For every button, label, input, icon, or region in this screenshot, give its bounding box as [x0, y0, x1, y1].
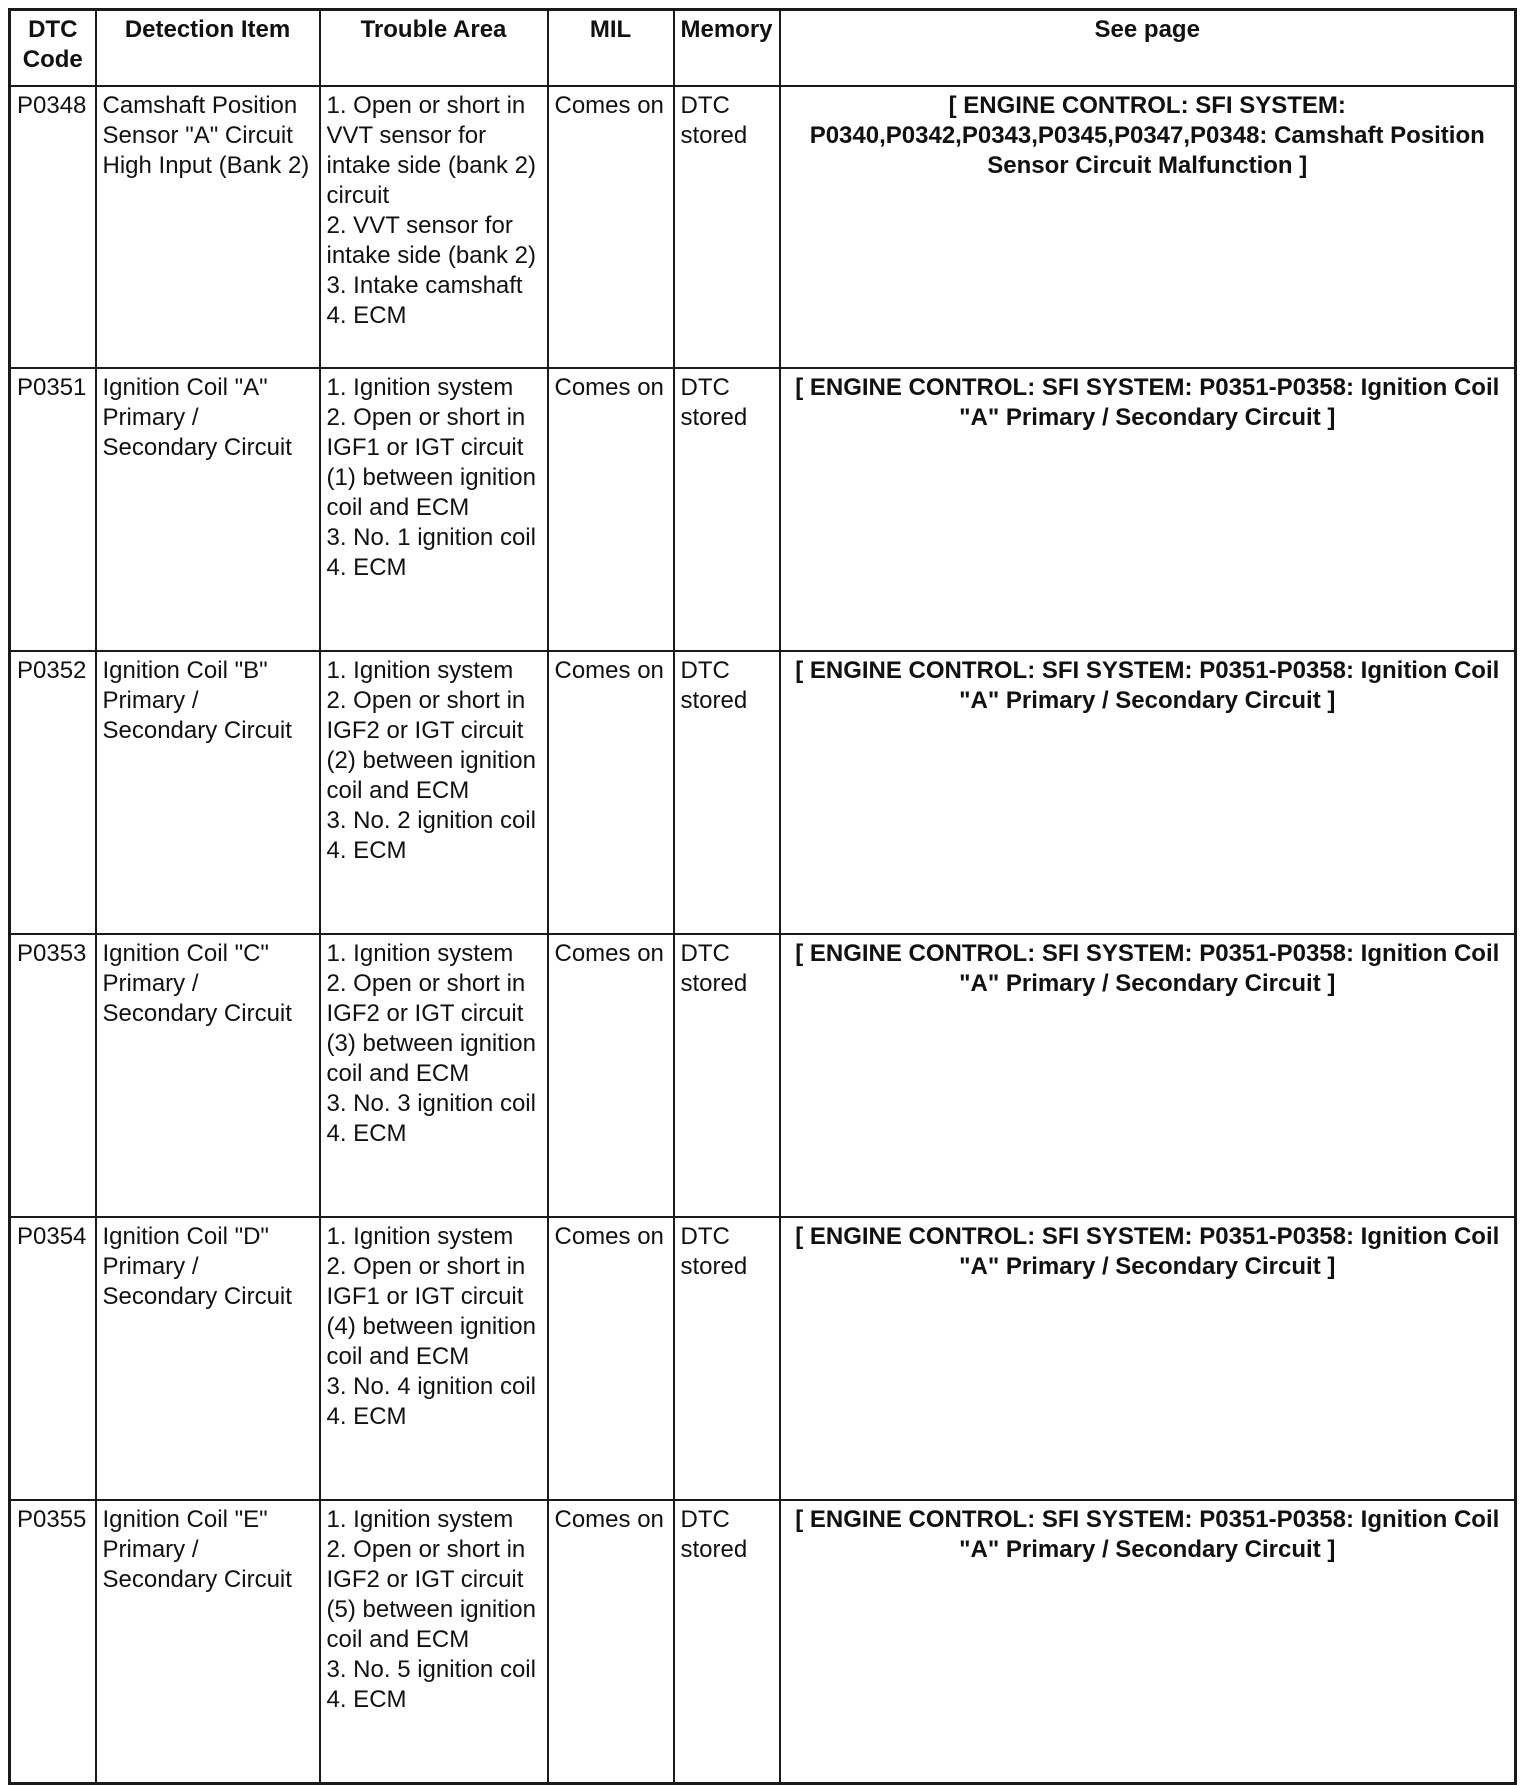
- dtc-table: [8, 8, 1517, 1785]
- header-mil: MIL: [548, 10, 674, 87]
- header-see-page: See page: [780, 10, 1516, 87]
- trouble-area-line: 4. ECM: [326, 1686, 407, 1713]
- see-page-link[interactable]: [ ENGINE CONTROL: SFI SYSTEM: P0340,P0342,P0343,P0345,P0347,P0348: Camshaft Position Sensor Circuit Malfunction ]: [780, 86, 1516, 368]
- see-page-link[interactable]: [ ENGINE CONTROL: SFI SYSTEM: P0351-P0358: Ignition Coil "A" Primary / Secondary Circuit ]: [780, 368, 1516, 651]
- trouble-area-line: 1. Ignition system: [326, 657, 514, 684]
- trouble-area-cell: [320, 86, 548, 368]
- memory-cell: DTC stored: [674, 368, 780, 651]
- mil-cell: Comes on: [548, 368, 674, 651]
- table-row: [10, 1500, 1516, 1783]
- trouble-area-cell: [320, 651, 548, 934]
- dtc-code-cell: P0355: [10, 1500, 96, 1783]
- trouble-area-cell: [320, 1217, 548, 1500]
- memory-cell: DTC stored: [674, 1500, 780, 1783]
- trouble-area-line: 2. VVT sensor for intake side (bank 2): [326, 212, 536, 269]
- see-page-link[interactable]: [ ENGINE CONTROL: SFI SYSTEM: P0351-P0358: Ignition Coil "A" Primary / Secondary Circuit ]: [780, 1217, 1516, 1500]
- trouble-area-line: 3. No. 1 ignition coil: [326, 524, 536, 551]
- dtc-code-cell: P0348: [10, 86, 96, 368]
- trouble-area-line: 4. ECM: [326, 302, 407, 329]
- dtc-code-cell: P0351: [10, 368, 96, 651]
- mil-cell: Comes on: [548, 651, 674, 934]
- table-row: [10, 1217, 1516, 1500]
- mil-cell: Comes on: [548, 86, 674, 368]
- dtc-code-cell: P0352: [10, 651, 96, 934]
- memory-cell: DTC stored: [674, 651, 780, 934]
- trouble-area-line: 3. No. 2 ignition coil: [326, 807, 536, 834]
- dtc-code-cell: P0354: [10, 1217, 96, 1500]
- trouble-area-line: 1. Ignition system: [326, 374, 514, 401]
- trouble-area-line: 3. No. 5 ignition coil: [326, 1656, 536, 1683]
- detection-item-cell: Ignition Coil "E" Primary / Secondary Circuit: [96, 1500, 320, 1783]
- trouble-area-line: 4. ECM: [326, 1403, 407, 1430]
- trouble-area-cell: [320, 1500, 548, 1783]
- trouble-area-line: 2. Open or short in IGF2 or IGT circuit (2) between ignition coil and ECM: [326, 687, 536, 804]
- trouble-area-line: 2. Open or short in IGF2 or IGT circuit (3) between ignition coil and ECM: [326, 970, 536, 1087]
- trouble-area-line: 1. Ignition system: [326, 940, 514, 967]
- memory-cell: DTC stored: [674, 1217, 780, 1500]
- detection-item-cell: Camshaft Position Sensor "A" Circuit High Input (Bank 2): [96, 86, 320, 368]
- table-row: [10, 651, 1516, 934]
- trouble-area-line: 3. No. 3 ignition coil: [326, 1090, 536, 1117]
- detection-item-cell: Ignition Coil "B" Primary / Secondary Circuit: [96, 651, 320, 934]
- trouble-area-line: 3. No. 4 ignition coil: [326, 1373, 536, 1400]
- trouble-area-cell: [320, 368, 548, 651]
- mil-cell: Comes on: [548, 1217, 674, 1500]
- header-memory: Memory: [674, 10, 780, 87]
- mil-cell: Comes on: [548, 934, 674, 1217]
- memory-cell: DTC stored: [674, 934, 780, 1217]
- detection-item-cell: Ignition Coil "D" Primary / Secondary Circuit: [96, 1217, 320, 1500]
- mil-cell: Comes on: [548, 1500, 674, 1783]
- dtc-code-cell: P0353: [10, 934, 96, 1217]
- trouble-area-line: 1. Ignition system: [326, 1506, 514, 1533]
- trouble-area-line: 4. ECM: [326, 837, 407, 864]
- see-page-link[interactable]: [ ENGINE CONTROL: SFI SYSTEM: P0351-P0358: Ignition Coil "A" Primary / Secondary Circuit ]: [780, 934, 1516, 1217]
- trouble-area-line: 2. Open or short in IGF2 or IGT circuit (5) between ignition coil and ECM: [326, 1536, 536, 1653]
- detection-item-cell: Ignition Coil "C" Primary / Secondary Circuit: [96, 934, 320, 1217]
- trouble-area-line: 1. Open or short in VVT sensor for intake side (bank 2) circuit: [326, 92, 536, 209]
- see-page-link[interactable]: [ ENGINE CONTROL: SFI SYSTEM: P0351-P0358: Ignition Coil "A" Primary / Secondary Circuit ]: [780, 651, 1516, 934]
- trouble-area-line: 4. ECM: [326, 1120, 407, 1147]
- header-detection-item: Detection Item: [96, 10, 320, 87]
- table-row: [10, 934, 1516, 1217]
- table-row: [10, 86, 1516, 368]
- trouble-area-line: 3. Intake camshaft: [326, 272, 523, 299]
- header-trouble-area: Trouble Area: [320, 10, 548, 87]
- header-dtc-code: DTC Code: [10, 10, 96, 87]
- trouble-area-cell: [320, 934, 548, 1217]
- trouble-area-line: 1. Ignition system: [326, 1223, 514, 1250]
- trouble-area-line: 2. Open or short in IGF1 or IGT circuit (1) between ignition coil and ECM: [326, 404, 536, 521]
- see-page-link[interactable]: [ ENGINE CONTROL: SFI SYSTEM: P0351-P0358: Ignition Coil "A" Primary / Secondary Circuit ]: [780, 1500, 1516, 1783]
- memory-cell: DTC stored: [674, 86, 780, 368]
- trouble-area-line: 4. ECM: [326, 554, 407, 581]
- table-row: [10, 368, 1516, 651]
- table-header-row: [10, 10, 1516, 87]
- detection-item-cell: Ignition Coil "A" Primary / Secondary Circuit: [96, 368, 320, 651]
- trouble-area-line: 2. Open or short in IGF1 or IGT circuit (4) between ignition coil and ECM: [326, 1253, 536, 1370]
